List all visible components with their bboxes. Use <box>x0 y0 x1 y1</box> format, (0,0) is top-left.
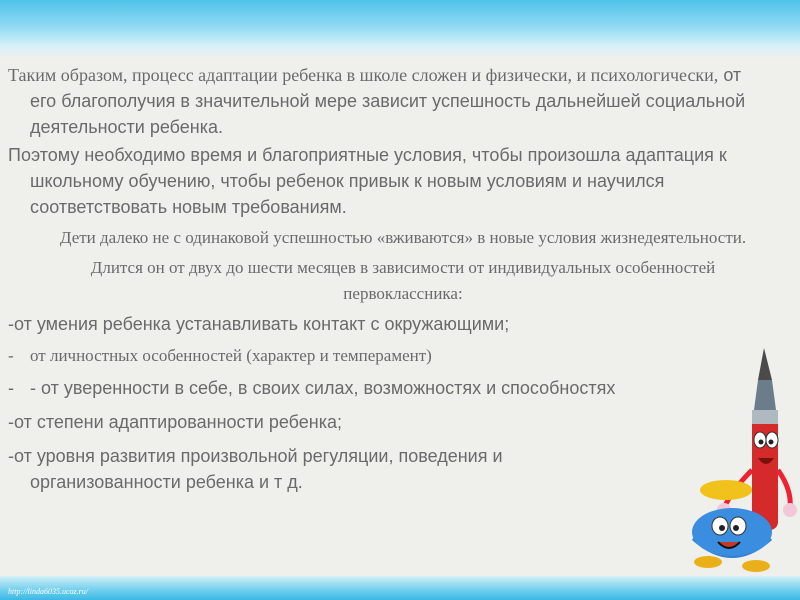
inkwell-pupil-right <box>733 525 739 531</box>
pen-inkwell-mascot-image <box>672 340 798 590</box>
factor-bullet: - <box>8 378 14 398</box>
factor-item-personality-text: от личностных особенностей (характер и темперамент) <box>30 346 432 365</box>
factor-item-personality <box>8 343 768 369</box>
paragraph-summary-sans-text: от его благополучия в значительной мере зависит успешность дальнейшей социальной деятельности ребенка. <box>30 65 746 137</box>
pen-arm-right <box>778 470 790 508</box>
factor-item-self-regulation: -от уровня развития произвольной регуляции, поведения и организованности ребенка и т д. <box>8 446 503 492</box>
slide-content <box>8 62 768 495</box>
bottom-gradient-band <box>0 576 800 600</box>
pen-pupil-left <box>759 440 764 445</box>
inkwell-lid <box>700 480 752 500</box>
footer-source-link[interactable]: http://linda6035.ucoz.ru/ <box>8 587 88 596</box>
pen-body <box>752 410 778 530</box>
pen-hand-right <box>783 503 797 517</box>
factor-item-confidence-text: - от уверенности в себе, в своих силах, возможностях и способностях <box>30 378 616 398</box>
paragraph-time-conditions: Поэтому необходимо время и благоприятные условия, чтобы произошла адаптация к школьному обучению, чтобы ребенок привык к новым условиям и научился соответствовать новым требованиям. <box>8 145 727 217</box>
inkwell-foot-right <box>742 560 770 572</box>
top-gradient-band <box>0 0 800 58</box>
factor-bullet: - <box>8 346 14 365</box>
paragraph-summary <box>8 62 768 140</box>
factor-item-contact: -от умения ребенка устанавливать контакт с окружающими; <box>8 314 510 334</box>
factor-item-confidence <box>8 375 768 401</box>
paragraph-duration: Длится он от двух до шести месяцев в зависимости от индивидуальных особенностей первоклассника: <box>90 258 716 303</box>
paragraph-children-adapt: Дети далеко не с одинаковой успешностью «вживаются» в новые условия жизнедеятельности. <box>59 228 747 247</box>
inkwell-pupil-left <box>719 525 725 531</box>
pen-pupil-right <box>769 440 774 445</box>
paragraph-summary-serif-text: Таким образом, процесс адаптации ребенка в школе сложен и физически, и психологически, <box>8 65 719 85</box>
factor-item-adaptation-degree: -от степени адаптированности ребенка; <box>8 412 342 432</box>
pen-nib <box>758 348 772 380</box>
inkwell-foot-left <box>694 556 722 568</box>
pen-band <box>752 410 778 424</box>
pen-nib-base <box>754 380 776 410</box>
